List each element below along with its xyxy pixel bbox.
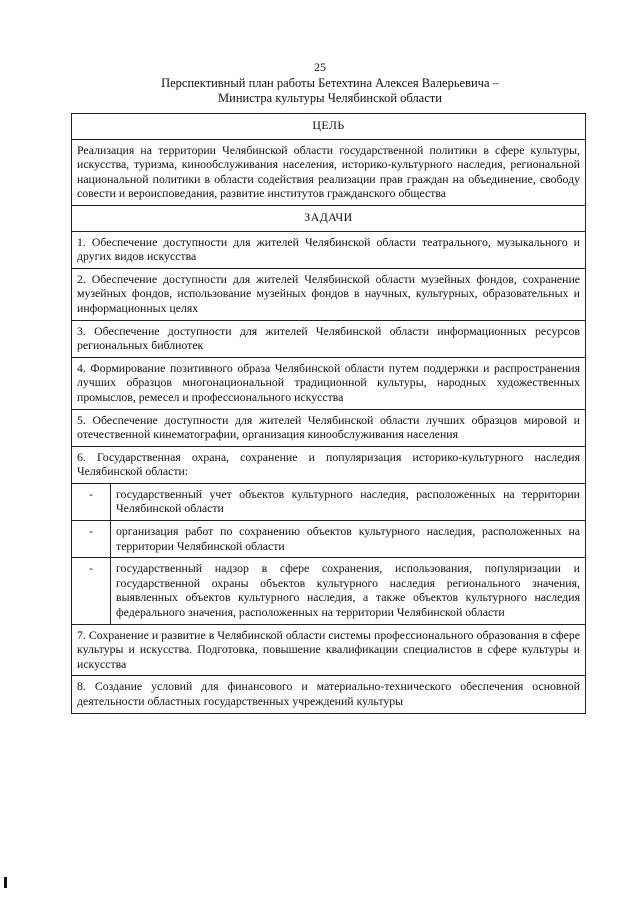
heading-line-2: Министра культуры Челябинской области [218,91,442,105]
page-number: 25 [314,60,326,74]
task-item: 8. Создание условий для финансового и материально-технического обеспечения основной деятельности областных государственных учреждений культуры [72,676,586,713]
goal-heading: ЦЕЛЬ [72,114,586,140]
task-item: 1. Обеспечение доступности для жителей Челябинской области театрального, музыкального и других видов искусства [72,231,586,268]
document-heading [70,76,590,106]
subitem-text: государственный надзор в сфере сохранения, использования, популяризации и государственной охраны объектов культурного наследия регионального значения, выявленных объектов культурного наследия, а также объектов культурного наследия федерального значения, расположенных на территории Челябинской области [111,558,586,624]
subitem-text: организация работ по сохранению объектов культурного наследия, расположенных на территории Челябинской области [111,521,586,558]
task-item: 7. Сохранение и развитие в Челябинской области системы профессионального образования в сфере культуры и искусства. Подготовка, повышение квалификации специалистов в сфере культуры и искусства [72,624,586,676]
subitem-marker: - [72,483,111,520]
goal-text: Реализация на территории Челябинской области государственной политики в сфере культуры, искусства, туризма, кинообслуживания населения, историко-культурного наследия, региональной национальной политики в области содействия реализации прав граждан на объединение, свободу совести и вероисповедания, развитие институтов гражданского общества [72,139,586,205]
subitem-marker: - [72,558,111,624]
task-item: 5. Обеспечение доступности для жителей Челябинской области лучших образцов мировой и отечественной кинематографии, организация кинообслуживания населения [72,409,586,446]
task-item: 2. Обеспечение доступности для жителей Челябинской области музейных фондов, сохранение музейных фондов, использование музейных фондов в научных, культурных, образовательных и информационных целях [72,268,586,320]
plan-table [71,113,586,714]
subitem-text: государственный учет объектов культурного наследия, расположенных на территории Челябинской области [111,483,586,520]
heading-line-1: Перспективный план работы Бетехтина Алексея Валерьевича – [161,76,499,90]
task-item: 3. Обеспечение доступности для жителей Челябинской области информационных ресурсов региональных библиотек [72,320,586,357]
task-item: 6. Государственная охрана, сохранение и популяризация историко-культурного наследия Челябинской области: [72,446,586,483]
subitem-marker: - [72,521,111,558]
tasks-heading: ЗАДАЧИ [72,205,586,231]
task-item: 4. Формирование позитивного образа Челябинской области путем поддержки и распространения лучших образцов многонациональной традиционной культуры, народных художественных промыслов, ремесел и профессионального искусства [72,357,586,409]
scan-margin-mark [4,877,7,888]
